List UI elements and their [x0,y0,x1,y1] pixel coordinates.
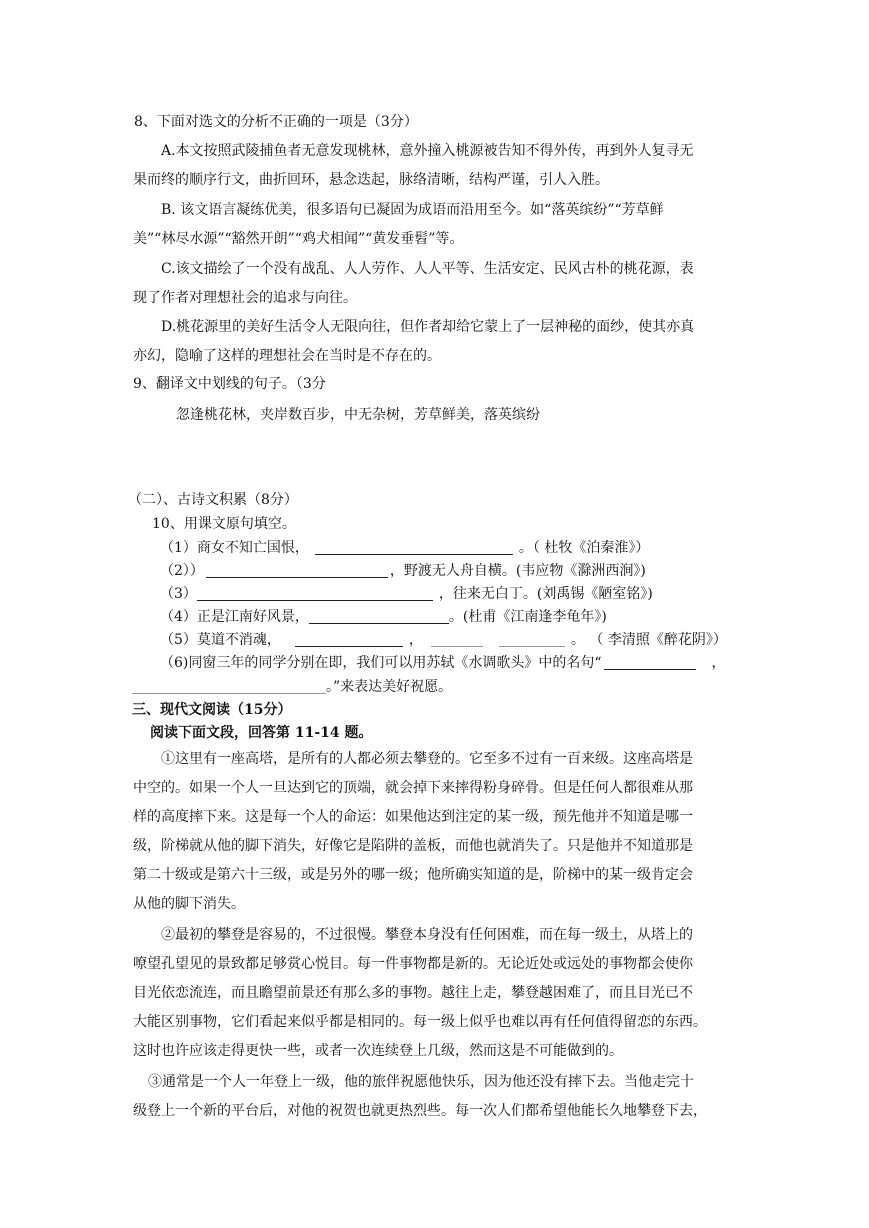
q8-option-a-line2: 果而终的顺序行文，曲折回环，悬念迭起，脉络清晰，结构严谨，引人入胜。 [133,172,609,188]
paragraph-1-line: 中空的。如果一个人一旦达到它的顶端，就会掉下来摔得粉身碎骨。但是任何人都很难从那 [133,780,693,796]
answer-blank[interactable] [132,679,326,694]
answer-blank[interactable] [295,632,403,647]
paragraph-2-line: 大能区别事物，它们看起来似乎都是相同的。每一级上似乎也难以再有任何值得留恋的东西。 [133,1014,707,1030]
q8-option-a-line1: A.本文按照武陵捕鱼者无意发现桃林，意外撞入桃源被告知不得外传，再到外人复寻无 [161,143,694,159]
paragraph-1-line: 第二十级或是第六十三级，或是另外的哪一级；他所确实知道的是，阶梯中的某一级肯定会 [133,867,693,883]
fill-item-6-text: （6)同窗三年的同学分别在即，我们可以用苏轼《水调歌头》中的名句“ [160,655,602,671]
fill-item-6-end: 。”来表达美好祝愿。 [326,679,453,695]
paragraph-1-line: 级，阶梯就从他的脚下消失，好像它是陷阱的盖板，而他也就消失了。只是他并不知道那是 [133,838,693,854]
paragraph-2-line: 目光依恋流连，而且瞻望前景还有那么多的事物。越往上走，攀登越困难了，而且目光已不 [133,985,693,1001]
fill-item-1 [160,538,649,558]
fill-item-1-source: 。（ 杜牧《泊秦淮》） [518,540,650,556]
fill-item-4-source: 。(杜甫《江南逢李龟年》) [448,609,607,625]
q9-sentence: 忽逢桃花林，夹岸数百步，中无杂树，芳草鲜美，落英缤纷 [176,407,540,423]
answer-blank[interactable] [604,655,696,670]
section3-heading: 三、现代文阅读（15分） [132,702,292,718]
answer-blank[interactable] [206,563,388,578]
answer-blank[interactable] [499,632,565,647]
fill-item-3-text: （3） [160,586,197,602]
fill-item-5 [160,630,727,650]
q10-title: 10、用课文原句填空。 [152,516,296,532]
section2-heading: （二）、古诗文积累（8分） [128,492,298,508]
paragraph-3-line: 级登上一个新的平台后，对他的祝贺也就更热烈些。每一次人们都希望他能长久地攀登下去， [133,1103,707,1119]
q8-title: 8、下面对选文的分析不正确的一项是（3分） [134,114,418,130]
fill-item-2 [160,561,646,581]
q8-option-c-line2: 现了作者对理想社会的追求与向往。 [133,290,357,306]
paragraph-3-line: ③通常是一个人一年登上一级，他的旅伴祝愿他快乐，因为他还没有摔下去。当他走完十 [148,1074,694,1090]
fill-item-3-source: ，往来无白丁。(刘禹锡《陋室铭》) [438,586,653,602]
paragraph-1-line: 从他的脚下消失。 [133,896,245,912]
fill-item-5-source: 。 （ 李清照《醉花阴》） [570,632,727,648]
answer-blank[interactable] [197,586,433,601]
paragraph-1-line: ①这里有一座高塔，是所有的人都必须去攀登的。它至多不过有一百来级。这座高塔是 [161,751,693,767]
section3-instruction: 阅读下面文段，回答第 11-14 题。 [150,725,373,741]
fill-item-2-source: ，野渡无人舟自横。(韦应物《滁洲西涧》) [389,563,646,579]
fill-item-5-comma: ， [408,632,423,648]
paragraph-2-line: ②最初的攀登是容易的，不过很慢。攀登本身没有任何困难，而在每一级土，从塔上的 [161,927,693,943]
q8-option-b-line2: 美”“林尽水源”“豁然开朗”“鸡犬相闻”“黄发垂髫”等。 [133,231,464,247]
fill-item-5-text: （5）莫道不消魂， [160,632,281,648]
q9-title: 9、翻译文中划线的句子。（3分 [133,376,326,392]
paragraph-1-line: 样的高度摔下来。这是每一个人的命运：如果他达到注定的某一级，预先他并不知道是哪一 [133,809,693,825]
answer-blank[interactable] [431,632,483,647]
fill-item-2-text: （2）） [160,563,204,579]
paragraph-2-line: 这时也许应该走得更快一些，或者一次连续登上几级，然而这是不可能做到的。 [133,1043,623,1059]
q8-option-c-line1: C.该文描绘了一个没有战乱、人人劳作、人人平等、生活安定、民风古朴的桃花源，表 [161,261,694,277]
fill-item-3 [160,584,653,604]
q8-option-d-line1: D.桃花源里的美好生活令人无限向往，但作者却给它蒙上了一层神秘的面纱，使其亦真 [161,319,695,335]
q8-option-b-line1: B. 该文语言凝练优美，很多语句已凝固为成语而沿用至今。如“落英缤纷”“芳草鲜 [161,202,664,218]
fill-item-6-line2 [132,677,452,697]
answer-blank[interactable] [309,609,449,624]
answer-blank[interactable] [315,540,513,555]
fill-item-4-text: （4）正是江南好风景， [160,609,309,625]
paragraph-2-line: 嘹望孔望见的景致都足够赏心悦目。每一件事物都是新的。无论近处或远处的事物都会使你 [133,956,693,972]
fill-item-6-line1 [160,653,726,673]
q8-option-d-line2: 亦幻，隐喻了这样的理想社会在当时是不存在的。 [133,348,441,364]
fill-item-1-text: （1）商女不知亡国恨， [160,540,309,556]
fill-item-4 [160,607,607,627]
fill-item-6-comma: ， [711,655,726,671]
